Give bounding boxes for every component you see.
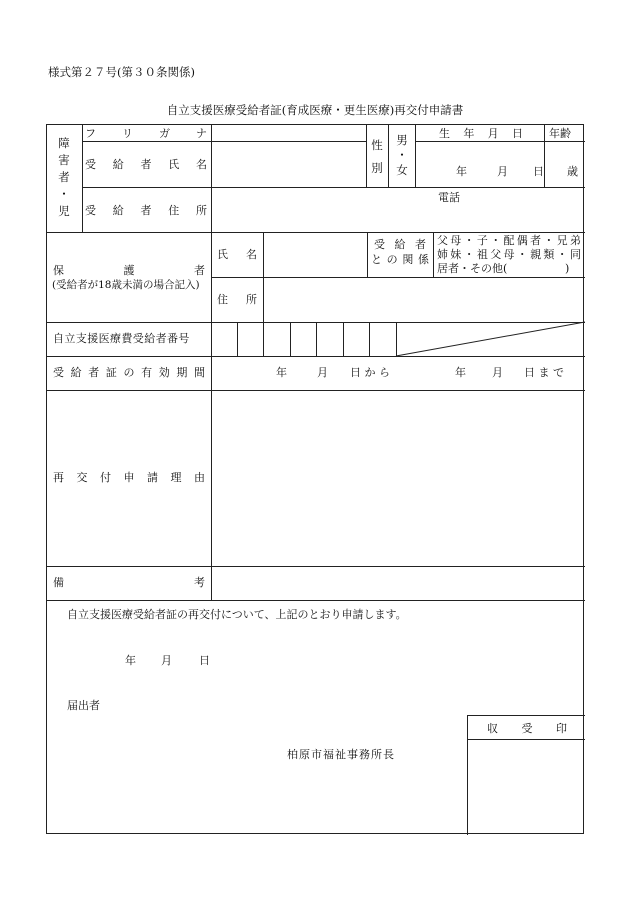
addressee: 柏原市福祉事務所長: [287, 748, 395, 761]
recipient-number-field[interactable]: [212, 323, 396, 356]
validity-label: 受 給 者 証 の 有 効 期 間: [53, 366, 205, 379]
recipient-name-field[interactable]: [212, 142, 366, 187]
document-title: 自立支援医療受給者証(育成医療・更生医療)再交付申請書: [166, 103, 464, 117]
birthdate-header: 生 年 月 日: [439, 127, 523, 140]
recipient-number-label: 自立支援医療費受給者番号: [53, 332, 190, 345]
relation-label: 受 給 者 と の 関 係: [371, 238, 429, 266]
receipt-stamp-label: 収 受 印: [487, 722, 567, 735]
guardian-address-field[interactable]: [264, 278, 585, 322]
guardian-name-field[interactable]: [264, 233, 367, 277]
applicant-signature-label: 届出者: [67, 699, 100, 712]
remarks-label: 備 考: [53, 576, 205, 589]
recipient-address-field[interactable]: [212, 188, 585, 232]
declaration-date[interactable]: 年 月 日: [125, 654, 210, 667]
guardian-name-label: 氏 名: [217, 248, 257, 261]
recipient-address-label: 受 給 者 住 所: [85, 204, 207, 217]
validity-field[interactable]: 年 月 日 か ら 年 月 日 ま で: [276, 366, 564, 379]
receipt-stamp-box: [468, 740, 585, 834]
phone-label: 電話: [438, 191, 460, 204]
furigana-field[interactable]: [212, 125, 366, 141]
declaration-statement: 自立支援医療受給者証の再交付について、上記のとおり申請します。: [67, 608, 407, 621]
sex-label: 性 別: [371, 138, 383, 175]
guardian-note: (受給者が18歳未満の場合記入): [52, 279, 200, 291]
recipient-name-label: 受 給 者 氏 名: [85, 158, 207, 171]
reissue-reason-field[interactable]: [212, 391, 585, 566]
birthdate-field[interactable]: 年 月 日: [456, 165, 544, 178]
sex-options[interactable]: 男 ・ 女: [396, 133, 408, 177]
remarks-field[interactable]: [212, 567, 585, 600]
age-field[interactable]: 歳: [567, 165, 578, 178]
age-header: 年齢: [549, 127, 571, 140]
application-form: [46, 124, 584, 834]
applicant-section-label: 障 害 者 ・ 児: [58, 136, 70, 218]
guardian-address-label: 住 所: [217, 293, 257, 306]
furigana-label: フ リ ガ ナ: [85, 127, 207, 140]
form-id: 様式第２７号(第３０条関係): [48, 65, 195, 79]
guardian-label: 保 護 者: [53, 264, 205, 277]
reissue-reason-label: 再 交 付 申 請 理 由: [53, 471, 205, 484]
relation-options[interactable]: 父 母 ・ 子 ・ 配 偶 者 ・ 兄 弟 姉 妹 ・ 祖 父 母 ・ 親 類 ・ 同 居者・その他( ): [437, 234, 581, 275]
